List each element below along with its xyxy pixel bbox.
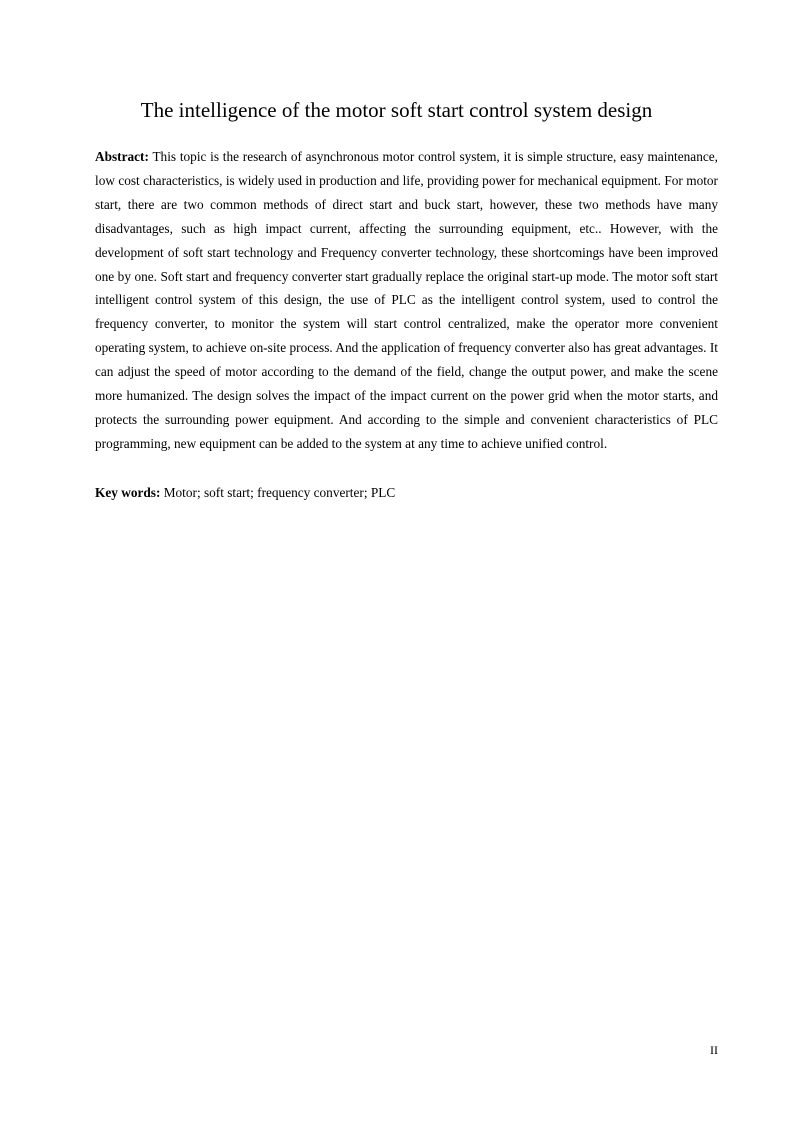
keywords-paragraph bbox=[95, 481, 718, 505]
page-number: II bbox=[710, 1043, 718, 1057]
keywords-label: Key words: bbox=[95, 485, 161, 500]
abstract-paragraph bbox=[95, 145, 718, 456]
abstract-text: This topic is the research of asynchronous motor control system, it is simple structure, easy maintenance, low cost characteristics, is widely used in production and life, providing power for mechanical equipment. For motor start, there are two common methods of direct start and buck start, however, these two methods have many disadvantages, such as high impact current, affecting the surrounding equipment, etc.. However, with the development of soft start technology and Frequency converter technology, these shortcomings have been improved one by one. Soft start and frequency converter start gradually replace the original start-up mode. The motor soft start intelligent control system of this design, the use of PLC as the intelligent control system, used to control the frequency converter, to monitor the system will start control centralized, make the operator more convenient operating system, to achieve on-site process. And the application of frequency converter also has great advantages. It can adjust the speed of motor according to the demand of the field, change the output power, and make the scene more humanized. The design solves the impact of the impact current on the power grid when the motor starts, and protects the surrounding power equipment. And according to the simple and convenient characteristics of PLC programming, new equipment can be added to the system at any time to achieve unified control. bbox=[95, 149, 718, 451]
abstract-label: Abstract: bbox=[95, 149, 149, 164]
keywords-text: Motor; soft start; frequency converter; PLC bbox=[163, 485, 396, 500]
paper-title: The intelligence of the motor soft start control system design bbox=[140, 98, 653, 122]
